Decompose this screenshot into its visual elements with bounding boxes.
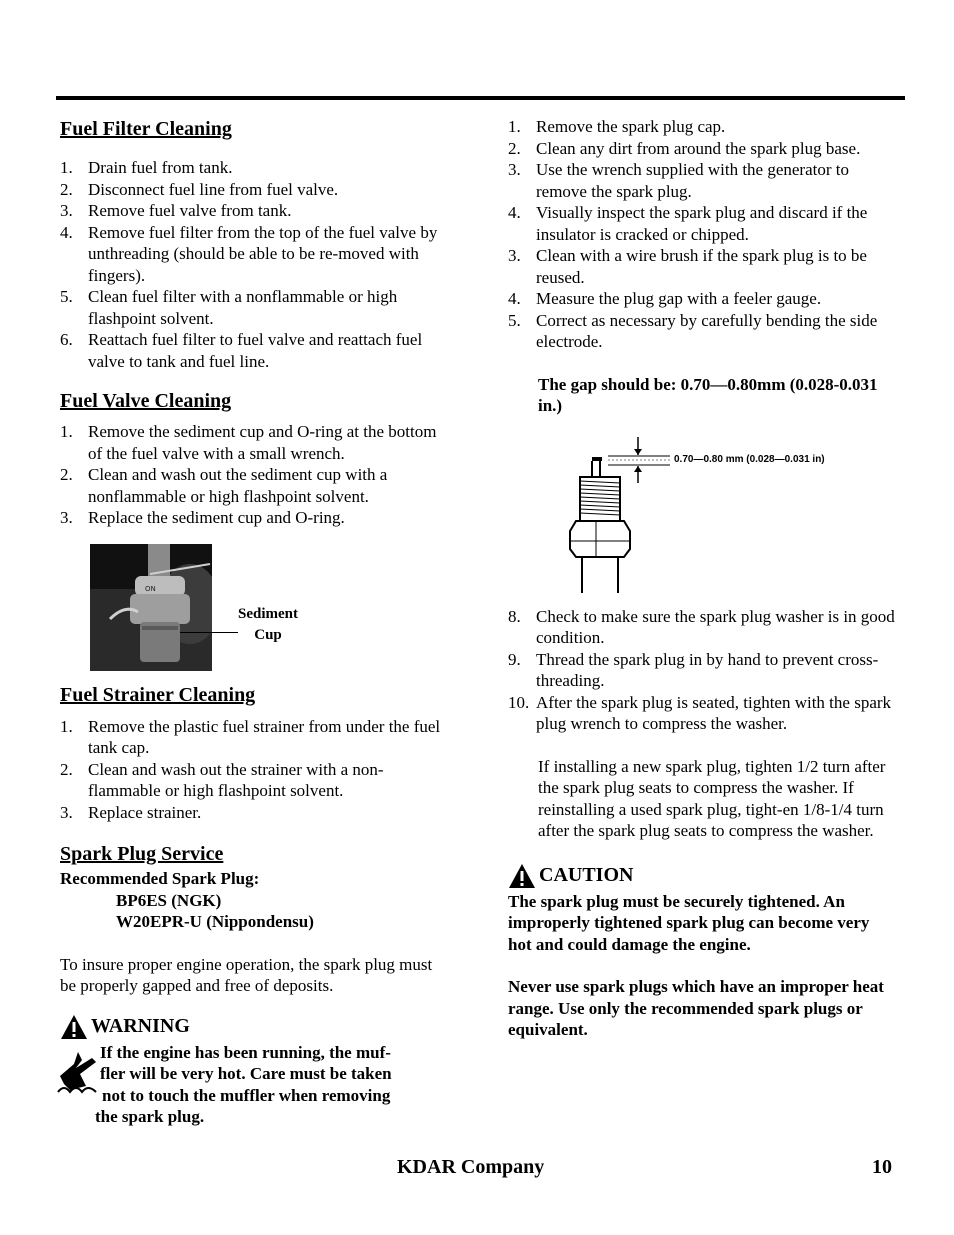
list-item: 6. Reattach fuel filter to fuel valve and reattach fuel valve to tank and fuel line. (60, 330, 423, 371)
list-item: 9. Thread the spark plug in by hand to prevent cross-threading. (508, 649, 879, 690)
list-item: 4. Remove fuel filter from the top of the fuel valve by unthreading (should be able to be re-moved with fingers). (60, 222, 438, 285)
plug-model-2: W20EPR-U (Nippondensu) (116, 912, 314, 931)
fuel-valve-steps (60, 421, 445, 529)
caution-heading: CAUTION (508, 863, 898, 889)
right-column (508, 116, 898, 1041)
spark-plug-steps-a (508, 116, 898, 353)
list-item: 2. Clean any dirt from around the spark plug base. (508, 138, 861, 158)
fuel-valve-image (90, 544, 212, 671)
fuel-strainer-heading: Fuel Strainer Cleaning (60, 683, 256, 706)
fuel-filter-heading: Fuel Filter Cleaning (60, 118, 232, 140)
list-item: 8. Check to make sure the spark plug washer is in good condition. (508, 606, 895, 647)
sediment-leader-line (180, 632, 238, 633)
hot-surface-icon (56, 1046, 100, 1094)
left-column (60, 112, 445, 1128)
list-item: 5. Clean fuel filter with a nonflammable or high flashpoint solvent. (60, 287, 398, 328)
svg-text:ON: ON (145, 584, 156, 593)
list-item: 1. Remove the sediment cup and O-ring at the bottom of the fuel valve with a small wrench. (60, 422, 437, 463)
gap-specification: The gap should be: 0.70—0.80mm (0.028-0.031 in.) (538, 374, 878, 415)
recommended-label: Recommended Spark Plug: (60, 869, 260, 888)
list-item: 2. Clean and wash out the sediment cup with a nonflammable or high flashpoint solvent. (60, 465, 388, 506)
footer-company: KDAR Company (397, 1156, 545, 1178)
caution-text-1: The spark plug must be securely tightened. An improperly tightened spark plug can become very hot and could damage the engine. (508, 891, 870, 954)
page-number: 10 (872, 1156, 892, 1178)
spark-plug-gap-diagram (508, 431, 898, 601)
warning-heading: WARNING (60, 1014, 445, 1040)
sediment-cup-label: Sediment Cup (238, 605, 298, 643)
spark-plug-diagram (508, 431, 898, 601)
spark-plug-steps-b (508, 606, 898, 735)
list-item: 2. Clean and wash out the strainer with a non-flammable or high flashpoint solvent. (60, 759, 384, 800)
caution-text-2: Never use spark plugs which have an improper heat range. Use only the recommended spark plugs or equivalent. (508, 977, 884, 1039)
svg-text:0.70—0.80 mm (0.028—0.031 in): 0.70—0.80 mm (0.028—0.031 in) (674, 453, 825, 465)
list-item: 2. Disconnect fuel line from fuel valve. (60, 179, 339, 199)
fuel-strainer-steps (60, 716, 445, 824)
caution-icon (508, 863, 536, 889)
spark-plug-heading: Spark Plug Service (60, 843, 224, 865)
list-item: 4. Visually inspect the spark plug and discard if the insulator is cracked or chipped. (508, 203, 868, 244)
install-note: If installing a new spark plug, tighten 1/2 turn after the spark plug seats to compress the washer. If reinstalling a used spark plug, tight-en 1/8-1/4 turn after the spark plug seats to compress the washer. (538, 756, 886, 840)
list-item: 3. Use the wrench supplied with the generator to remove the spark plug. (508, 160, 849, 201)
list-item: 1. Remove the plastic fuel strainer from under the fuel tank cap. (60, 716, 441, 757)
list-item: 10. After the spark plug is seated, tighten with the spark plug wrench to compress the washer. (508, 692, 892, 733)
list-item: 1. Remove the spark plug cap. (508, 117, 726, 136)
fuel-filter-steps (60, 157, 445, 372)
fuel-valve-photo (90, 544, 212, 671)
list-item: 4. Measure the plug gap with a feeler gauge. (508, 289, 822, 308)
list-item: 3. Clean with a wire brush if the spark plug is to be reused. (508, 246, 867, 287)
list-item: 5. Correct as necessary by carefully bending the side electrode. (508, 310, 878, 351)
header-rule (56, 96, 905, 100)
sediment-cup-figure (90, 544, 445, 671)
warning-body: If the engine has been running, the muf- fler will be very hot. Care must be taken not to touch the muffler when removing the spark plug. (60, 1042, 445, 1128)
warning-icon (60, 1014, 88, 1040)
list-item: 3. Replace strainer. (60, 802, 202, 822)
list-item: 3. Replace the sediment cup and O-ring. (60, 508, 345, 527)
plug-model-1: BP6ES (NGK) (116, 890, 222, 910)
list-item: 1. Drain fuel from tank. (60, 158, 233, 177)
list-item: 3. Remove fuel valve from tank. (60, 201, 292, 220)
fuel-valve-heading: Fuel Valve Cleaning (60, 390, 232, 412)
spark-plug-intro: To insure proper engine operation, the spark plug must be properly gapped and free of deposits. (60, 954, 433, 995)
